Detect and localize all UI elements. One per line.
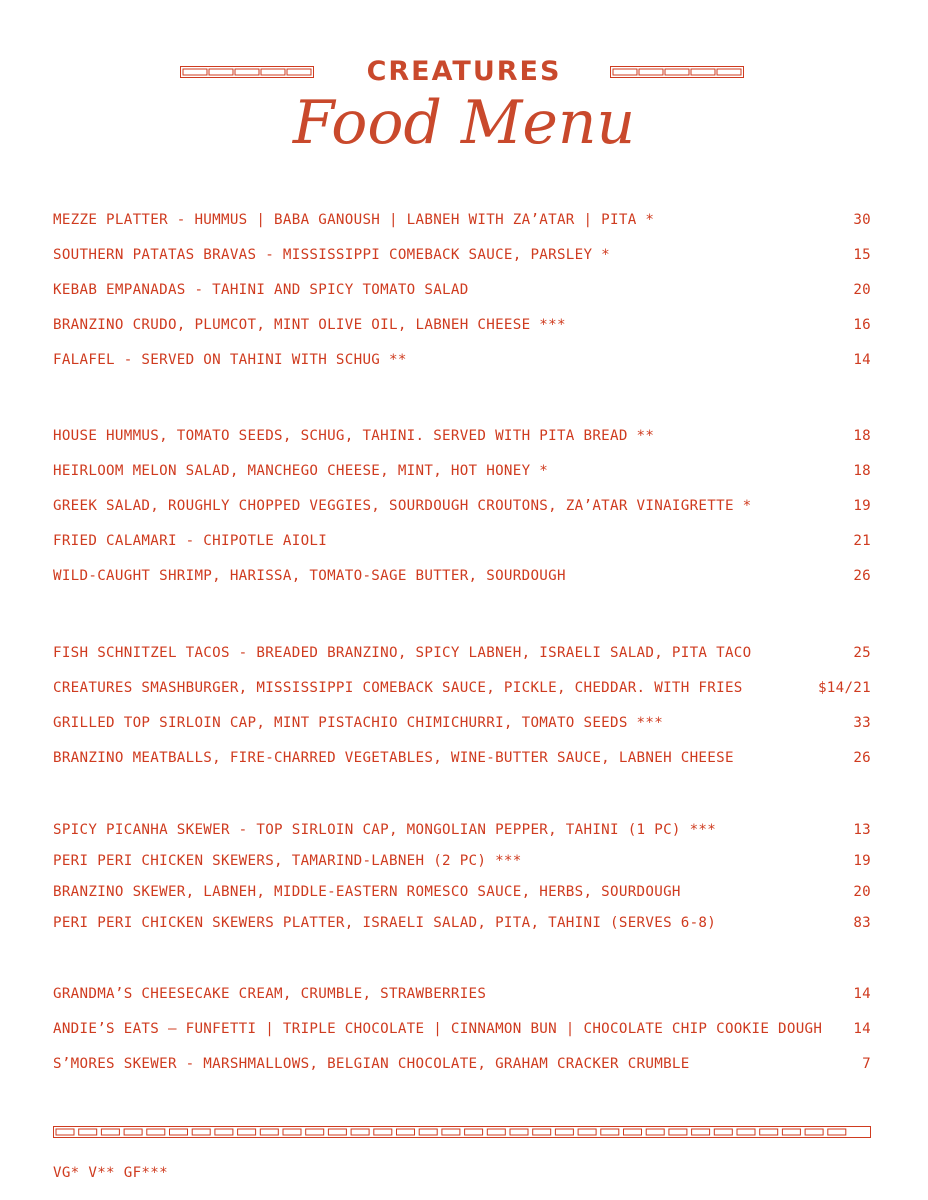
item-price: 19 [853,498,871,514]
item-name: FISH SCHNITZEL TACOS - BREADED BRANZINO, SPICY LABNEH, ISRAELI SALAD, PITA TACO [53,645,752,661]
bottom-brick-border [53,1126,871,1138]
menu-title: Food Menu [292,88,636,158]
menu-item [53,425,871,447]
menu-item [53,495,871,517]
item-name: SPICY PICANHA SKEWER - TOP SIRLOIN CAP, MONGOLIAN PEPPER, TAHINI (1 PC) *** [53,822,717,838]
menu-item [53,244,871,266]
menu-item [53,819,871,841]
item-price: 14 [853,986,871,1002]
item-price: 14 [853,352,871,368]
menu-header [0,0,928,170]
item-price: 20 [853,884,871,900]
item-price: 16 [853,317,871,333]
menu-item [53,1018,871,1040]
item-name: SOUTHERN PATATAS BRAVAS - MISSISSIPPI COMEBACK SAUCE, PARSLEY * [53,247,611,263]
item-name: FRIED CALAMARI - CHIPOTLE AIOLI [53,533,328,549]
item-price: 33 [853,715,871,731]
menu-item [53,1053,871,1075]
menu-item [53,881,871,903]
item-price: 18 [853,428,871,444]
item-price: 13 [853,822,871,838]
item-price: 26 [853,568,871,584]
item-name: ANDIE’S EATS – FUNFETTI | TRIPLE CHOCOLATE | CINNAMON BUN | CHOCOLATE CHIP COOKIE DOUGH [53,1021,823,1037]
menu-item [53,747,871,769]
item-name: PERI PERI CHICKEN SKEWERS PLATTER, ISRAELI SALAD, PITA, TAHINI (SERVES 6-8) [53,915,717,931]
menu-item [53,314,871,336]
item-name: GRILLED TOP SIRLOIN CAP, MINT PISTACHIO CHIMICHURRI, TOMATO SEEDS *** [53,715,664,731]
item-price: 19 [853,853,871,869]
item-name: BRANZINO SKEWER, LABNEH, MIDDLE-EASTERN ROMESCO SAUCE, HERBS, SOURDOUGH [53,884,681,900]
item-price: 26 [853,750,871,766]
menu-item [53,677,871,699]
item-price: 25 [853,645,871,661]
item-price: 7 [862,1056,871,1072]
menu-item [53,850,871,872]
item-name: CREATURES SMASHBURGER, MISSISSIPPI COMEBACK SAUCE, PICKLE, CHEDDAR. WITH FRIES [53,680,743,696]
item-name: BRANZINO CRUDO, PLUMCOT, MINT OLIVE OIL, LABNEH CHEESE *** [53,317,566,333]
item-name: WILD-CAUGHT SHRIMP, HARISSA, TOMATO-SAGE BUTTER, SOURDOUGH [53,568,566,584]
item-price: $14/21 [817,680,871,696]
item-name: GREEK SALAD, ROUGHLY CHOPPED VEGGIES, SOURDOUGH CROUTONS, ZA’ATAR VINAIGRETTE * [53,498,752,514]
item-name: BRANZINO MEATBALLS, FIRE-CHARRED VEGETABLES, WINE-BUTTER SAUCE, LABNEH CHEESE [53,750,734,766]
item-price: 18 [853,463,871,479]
item-name: GRANDMA’S CHEESECAKE CREAM, CRUMBLE, STRAWBERRIES [53,986,487,1002]
item-name: FALAFEL - SERVED ON TAHINI WITH SCHUG ** [53,352,407,368]
item-price: 30 [853,212,871,228]
menu-item [53,349,871,371]
menu-item [53,530,871,552]
item-name: KEBAB EMPANADAS - TAHINI AND SPICY TOMATO SALAD [53,282,469,298]
menu-item [53,209,871,231]
menu-item [53,983,871,1005]
menu-item [53,279,871,301]
menu-item [53,912,871,934]
item-name: HOUSE HUMMUS, TOMATO SEEDS, SCHUG, TAHINI. SERVED WITH PITA BREAD ** [53,428,655,444]
item-name: S’MORES SKEWER - MARSHMALLOWS, BELGIAN CHOCOLATE, GRAHAM CRACKER CRUMBLE [53,1056,690,1072]
item-name: HEIRLOOM MELON SALAD, MANCHEGO CHEESE, MINT, HOT HONEY * [53,463,549,479]
item-price: 14 [853,1021,871,1037]
item-price: 20 [853,282,871,298]
brand-name: CREATURES [366,56,562,87]
item-name: PERI PERI CHICKEN SKEWERS, TAMARIND-LABNEH (2 PC) *** [53,853,522,869]
item-price: 83 [853,915,871,931]
dietary-legend: VG* V** GF*** [53,1165,168,1181]
right-brick-ornament [610,66,744,78]
item-price: 15 [853,247,871,263]
menu-item [53,565,871,587]
menu-item [53,460,871,482]
item-name: MEZZE PLATTER - HUMMUS | BABA GANOUSH | LABNEH WITH ZA’ATAR | PITA * [53,212,655,228]
menu-item [53,712,871,734]
menu-item [53,642,871,664]
item-price: 21 [853,533,871,549]
